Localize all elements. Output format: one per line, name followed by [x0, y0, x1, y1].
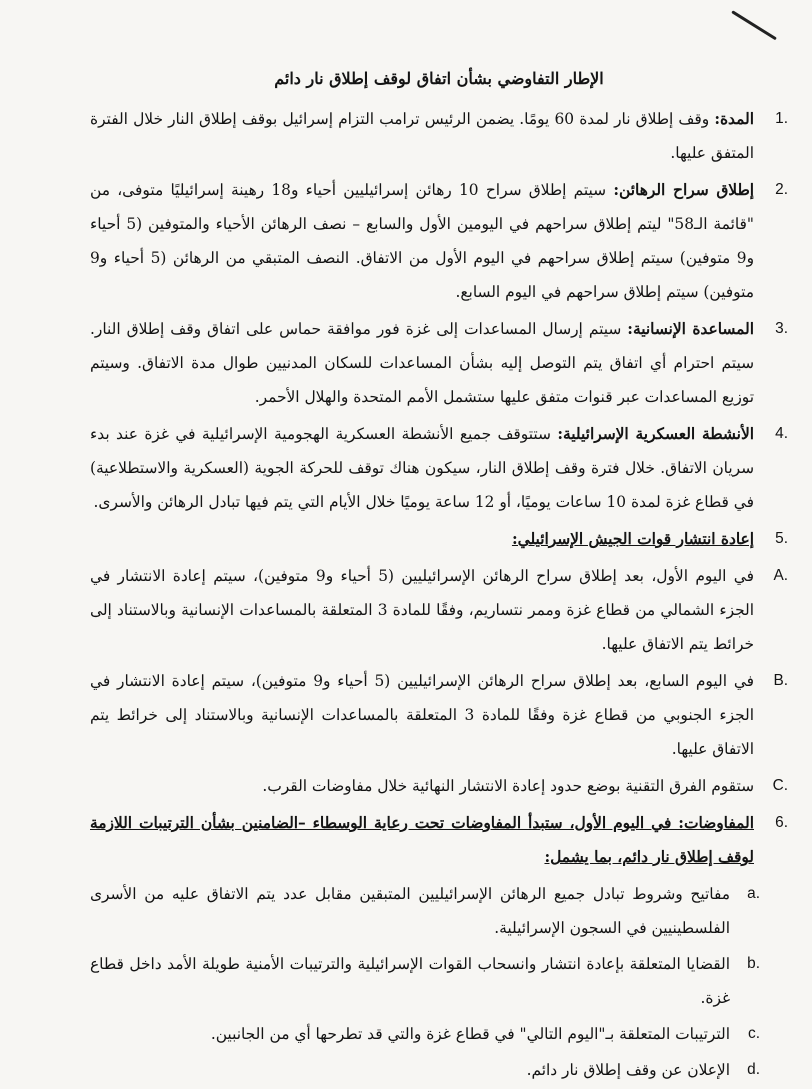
clause-6	[90, 806, 788, 874]
subclause-letter: C.	[772, 777, 788, 794]
negotiation-item-d	[90, 1053, 788, 1087]
clause-text: وقف إطلاق نار لمدة 60 يومًا. يضمن الرئيس ترامب التزام إسرائيل بوقف إطلاق النار خلال الفترة المتفق عليها.	[90, 110, 754, 162]
subclause-letter: a.	[747, 885, 760, 902]
clause-number: 2.	[775, 181, 788, 198]
subclause-text: مفاتيح وشروط تبادل جميع الرهائن الإسرائيليين المتبقين مقابل عدد يتم الاتفاق عليه من الأسرى الفلسطينيين في السجون الإسرائيلية.	[90, 885, 730, 937]
clause-number: 4.	[775, 425, 788, 442]
redeploy-item-a	[90, 559, 788, 661]
clause-heading: المساعدة الإنسانية:	[627, 320, 754, 338]
clause-2	[90, 173, 788, 309]
clause-heading: المدة:	[714, 110, 754, 128]
subclause-letter: c.	[748, 1025, 760, 1042]
clause-number: 3.	[775, 320, 788, 337]
subclause-letter: A.	[773, 567, 788, 584]
subclause-text: القضايا المتعلقة بإعادة انتشار وانسحاب القوات الإسرائيلية والترتيبات الأمنية طويلة الأمد داخل قطاع غزة.	[90, 955, 730, 1007]
negotiation-item-c	[90, 1017, 788, 1051]
clause-heading: إطلاق سراح الرهائن:	[613, 181, 754, 199]
redeploy-item-c	[90, 769, 788, 803]
clause-number: 1.	[775, 110, 788, 127]
negotiation-item-a	[90, 877, 788, 945]
negotiation-item-b	[90, 947, 788, 1015]
clause-text: سيتم إطلاق سراح 10 رهائن إسرائيليين أحياء و18 رهينة إسرائيليًا متوفى، من "قائمة الـ58" ليتم إطلاق سراحهم في اليومين الأول والسابع – نصف الرهائن الأحياء والمتوفين (5 أحياء و9 متوفين) سيتم إطلاق سراحهم في اليوم الأول من الاتفاق. النصف المتبقي من الرهائن (5 أحياء و9 متوفين) سيتم إطلاق سراحهم في اليوم السابع.	[90, 181, 755, 301]
subclause-text: في اليوم السابع، بعد إطلاق سراح الرهائن الإسرائيليين (5 أحياء و9 متوفين)، سيتم إعادة الانتشار في الجزء الجنوبي من قطاع غزة وفقًا للمادة 3 المتعلقة بالمساعدات الإنسانية وبالاستناد إلى خرائط يتم الاتفاق عليها.	[90, 672, 755, 758]
subclause-text: في اليوم الأول، بعد إطلاق سراح الرهائن الإسرائيليين (5 أحياء و9 متوفين)، سيتم إعادة الانتشار في الجزء الشمالي من قطاع غزة وممر نتساريم، وفقًا للمادة 3 المتعلقة بالمساعدات الإنسانية وبالاستناد إلى خرائط يتم الاتفاق عليها.	[90, 567, 754, 653]
clause-1	[90, 102, 788, 170]
clause-heading: المفاوضات: في اليوم الأول، ستبدأ المفاوضات تحت رعاية الوسطاء –الضامنين بشأن الترتيبات اللازمة لوقف إطلاق نار دائم، بما يشمل:	[90, 814, 754, 866]
subclause-text: ستقوم الفرق التقنية بوضع حدود إعادة الانتشار النهائية خلال مفاوضات القرب.	[262, 777, 754, 795]
clause-heading: إعادة انتشار قوات الجيش الإسرائيلي:	[511, 530, 754, 548]
pen-stroke-mark	[731, 10, 777, 40]
clause-4	[90, 417, 788, 519]
subclause-text: الإعلان عن وقف إطلاق نار دائم.	[526, 1061, 730, 1079]
subclause-letter: d.	[747, 1061, 760, 1078]
subclause-text: الترتيبات المتعلقة بـ"اليوم التالي" في قطاع غزة والتي قد تطرحها أي من الجانبين.	[210, 1025, 730, 1043]
redeploy-item-b	[90, 664, 788, 766]
subclause-letter: B.	[773, 672, 788, 689]
clause-number: 6.	[775, 814, 788, 831]
subclause-letter: b.	[747, 955, 760, 972]
document-body	[90, 62, 788, 1089]
clause-text: سيتم إرسال المساعدات إلى غزة فور موافقة حماس على اتفاق وقف إطلاق النار. سيتم احترام أي اتفاق يتم التوصل إليه بشأن المساعدات للسكان المدنيين طوال مدة الاتفاق. وسيتم توزيع المساعدات عبر قنوات متفق عليها ستشمل الأمم المتحدة والهلال الأحمر.	[90, 320, 754, 406]
clause-5	[90, 522, 788, 556]
clause-3	[90, 312, 788, 414]
clause-number: 5.	[775, 530, 788, 547]
document-title: الإطار التفاوضي بشأن اتفاق لوقف إطلاق نار دائم	[274, 69, 604, 88]
clause-heading: الأنشطة العسكرية الإسرائيلية:	[557, 425, 754, 443]
clause-text: ستتوقف جميع الأنشطة العسكرية الهجومية الإسرائيلية في غزة عند بدء سريان الاتفاق. خلال فترة وقف إطلاق النار، سيكون هناك توقف للحركة الجوية (العسكرية والاستطلاعية) في قطاع غزة لمدة 10 ساعات يوميًا، أو 12 ساعة يوميًا خلال الأيام التي يتم فيها تبادل الرهائن والأسرى.	[90, 425, 754, 511]
